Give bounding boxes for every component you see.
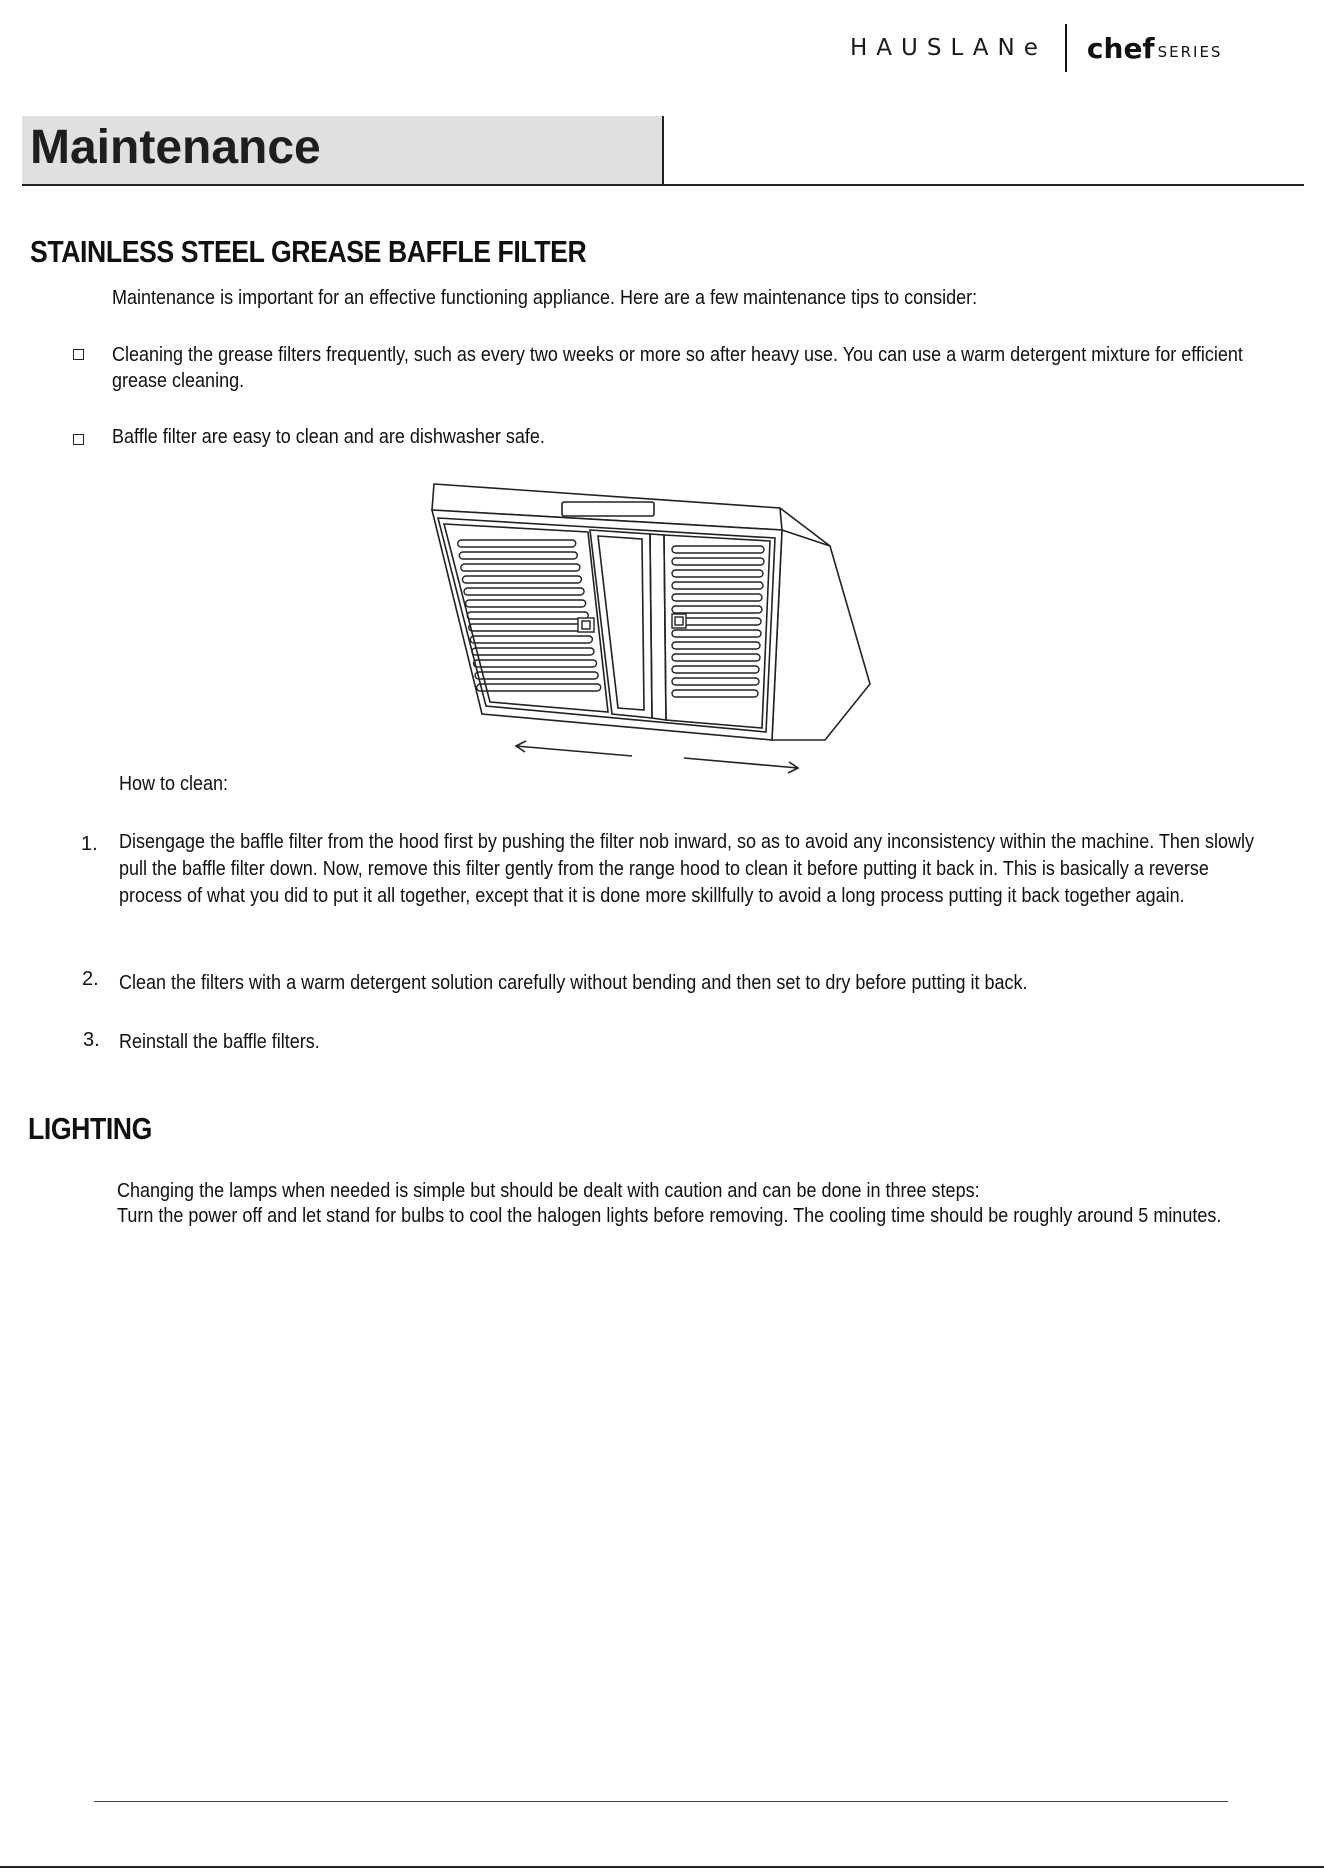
section-rule	[22, 184, 1304, 186]
step-text: Disengage the baffle filter from the hood first by pushing the filter nob inward, so as to avoid any inconsistency within the machine. Then slowly pull the baffle filter down. Now, remove this filter gently from the range hood to clean it before putting it back in. This is basically a reverse process of what you did to put it all together, except that it is done more skillfully to avoid a long process putting it back together again.	[119, 831, 1254, 907]
sub-brand-series: SERIES	[1157, 43, 1223, 61]
step-text: Reinstall the baffle filters.	[119, 1031, 320, 1053]
baffle-intro: Maintenance is important for an effective functioning appliance. Here are a few maintenance tips to consider:	[112, 287, 978, 309]
range-hood-baffle-filter-illustration	[420, 478, 880, 778]
step-number: 1.	[81, 833, 98, 855]
lighting-heading: LIGHTING	[28, 1111, 152, 1146]
bullet-item: Baffle filter are easy to clean and are dishwasher safe.	[112, 426, 545, 448]
square-bullet-icon	[73, 434, 84, 445]
footer-rule	[94, 1801, 1228, 1802]
brand-divider	[1065, 24, 1067, 72]
lighting-text: Turn the power off and let stand for bulbs to cool the halogen lights before removing. The cooling time should be roughly around 5 minutes.	[117, 1205, 1222, 1227]
sub-brand: chef	[1086, 31, 1155, 65]
how-to-clean-label: How to clean:	[119, 773, 229, 795]
step-number: 3.	[83, 1029, 100, 1051]
lighting-text: Changing the lamps when needed is simple but should be dealt with caution and can be done in three steps:	[117, 1180, 980, 1202]
step-number: 2.	[82, 968, 99, 990]
bullet-item: Cleaning the grease filters frequently, such as every two weeks or more so after heavy use. You can use a warm detergent mixture for efficient grease cleaning.	[112, 344, 1243, 392]
section-title: Maintenance	[30, 121, 321, 174]
bottom-rule	[0, 1866, 1324, 1868]
brand-name: HAUSLANe	[850, 35, 1047, 61]
baffle-heading: STAINLESS STEEL GREASE BAFFLE FILTER	[30, 234, 587, 269]
square-bullet-icon	[73, 349, 84, 360]
brand-logo	[850, 22, 1222, 74]
step-text: Clean the filters with a warm detergent solution carefully without bending and then set to dry before putting it back.	[119, 972, 1028, 994]
